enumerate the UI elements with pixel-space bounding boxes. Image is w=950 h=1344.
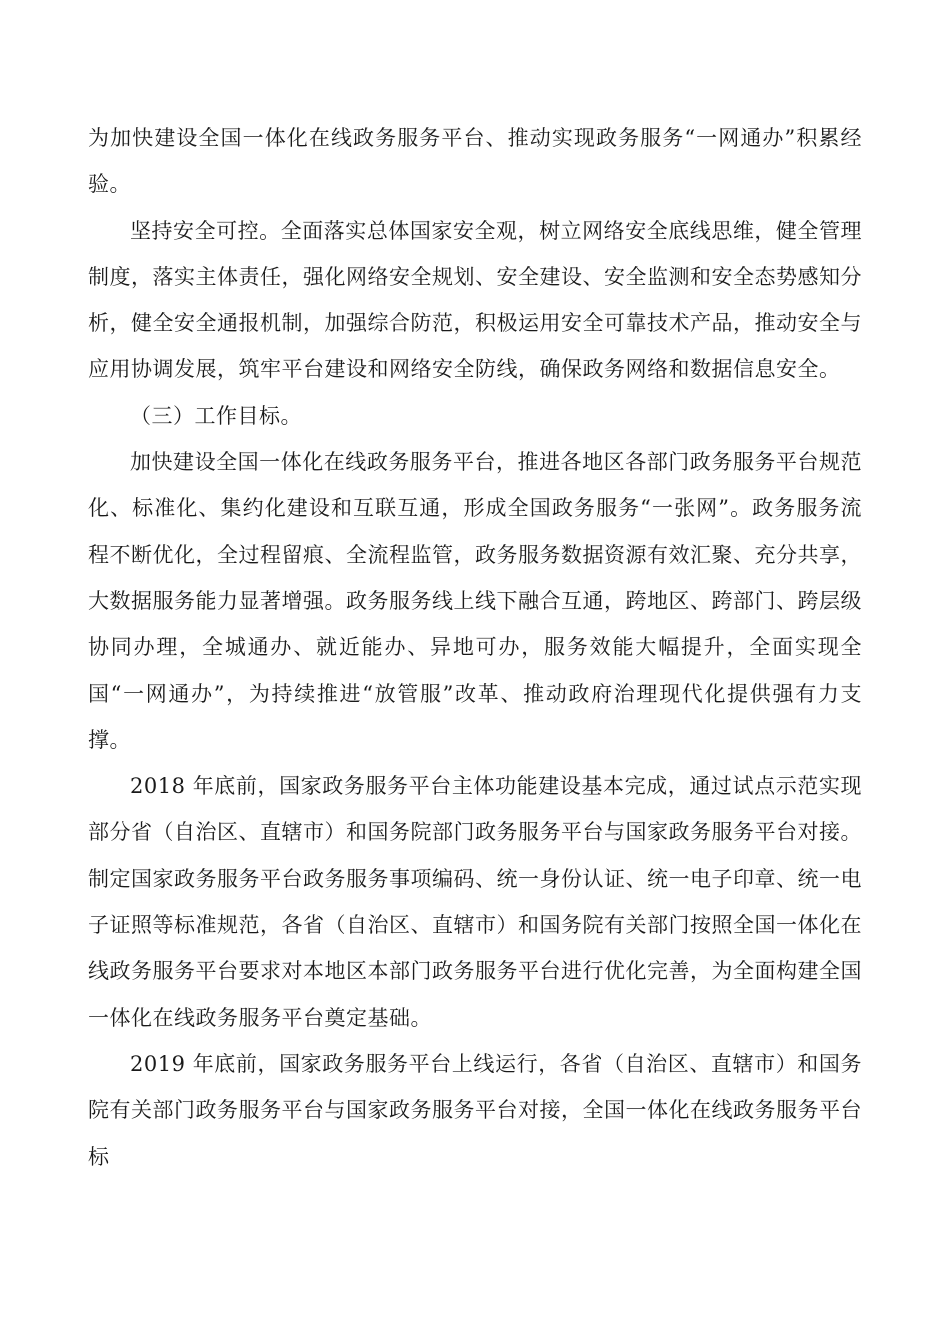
section-heading-work-goals: （三）工作目标。 (130, 403, 302, 428)
paragraph-2018: 2018 年底前，国家政务服务平台主体功能建设基本完成，通过试点示范实现部分省（自治区、直辖市）和国务院部门政务服务平台与国家政务服务平台对接。制定国家政务服务平台政务服务事项编码、统一身份认证、统一电子印章、统一电子证照等标准规范，各省（自治区、直辖市）和国务院有关部门按照全国一体化在线政务服务平台要求对本地区本部门政务服务平台进行优化完善，为全面构建全国一体化在线政务服务平台奠定基础。 (88, 774, 862, 1030)
paragraph-security: 坚持安全可控。全面落实总体国家安全观，树立网络安全底线思维，健全管理制度，落实主体责任，强化网络安全规划、安全建设、安全监测和安全态势感知分析，健全安全通报机制，加强综合防范，积极运用安全可靠技术产品，推动安全与应用协调发展，筑牢平台建设和网络安全防线，确保政务网络和数据信息安全。 (88, 218, 862, 382)
paragraph-continuation: 为加快建设全国一体化在线政务服务平台、推动实现政务服务“一网通办”积累经验。 (88, 126, 862, 197)
paragraph-goals: 加快建设全国一体化在线政务服务平台，推进各地区各部门政务服务平台规范化、标准化、集约化建设和互联互通，形成全国政务服务“一张网”。政务服务流程不断优化，全过程留痕、全流程监管，政务服务数据资源有效汇聚、充分共享，大数据服务能力显著增强。政务服务线上线下融合互通，跨地区、跨部门、跨层级协同办理，全城通办、就近能办、异地可办，服务效能大幅提升，全面实现全国“一网通办”，为持续推进“放管服”改革、推动政府治理现代化提供强有力支撑。 (88, 450, 862, 752)
paragraph-2019: 2019 年底前，国家政务服务平台上线运行，各省（自治区、直辖市）和国务院有关部门政务服务平台与国家政务服务平台对接，全国一体化在线政务服务平台标 (88, 1051, 862, 1169)
document-body (88, 115, 862, 1180)
